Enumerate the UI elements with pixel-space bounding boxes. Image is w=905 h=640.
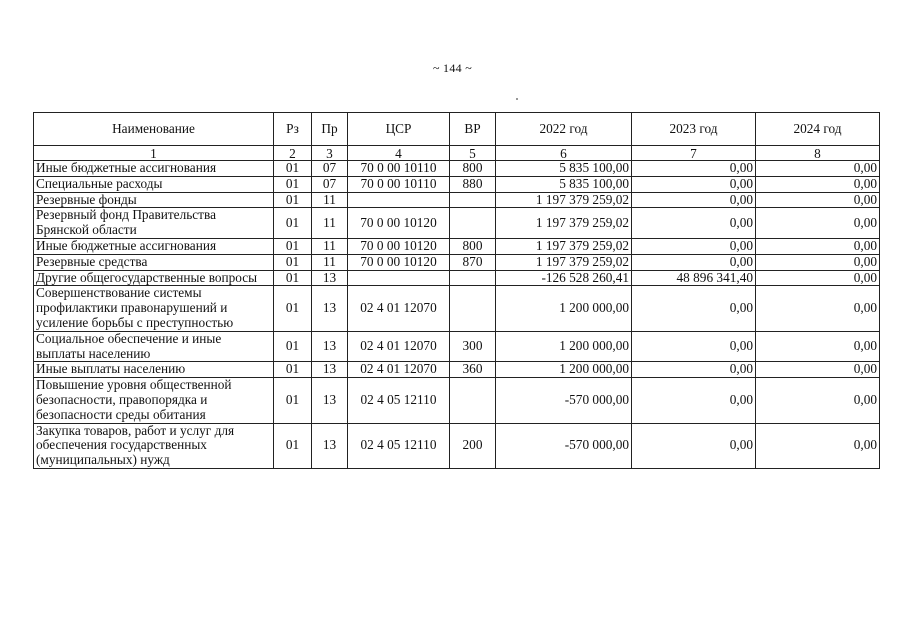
- scan-speck: [516, 98, 518, 100]
- cell-2023: 0,00: [632, 423, 756, 468]
- cell-vr: 870: [450, 254, 496, 270]
- cell-csr: [348, 192, 450, 208]
- cell-csr: 02 4 01 12070: [348, 286, 450, 331]
- cell-rz: 01: [274, 331, 312, 362]
- cell-2023: 0,00: [632, 362, 756, 378]
- cell-csr: [348, 270, 450, 286]
- cell-2024: 0,00: [756, 208, 880, 239]
- cell-pr: 07: [312, 176, 348, 192]
- cell-name: Иные бюджетные ассигнования: [34, 161, 274, 177]
- table-row: [34, 362, 880, 378]
- column-number: 1: [34, 146, 274, 161]
- cell-2024: 0,00: [756, 331, 880, 362]
- cell-name: Закупка товаров, работ и услуг для обеспечения государственных (муниципальных) нужд: [34, 423, 274, 468]
- cell-2023: 0,00: [632, 238, 756, 254]
- budget-table: [33, 112, 880, 469]
- cell-rz: 01: [274, 286, 312, 331]
- header-row: [34, 113, 880, 146]
- cell-pr: 11: [312, 254, 348, 270]
- table-row: [34, 286, 880, 331]
- cell-csr: 02 4 01 12070: [348, 331, 450, 362]
- cell-pr: 13: [312, 378, 348, 423]
- cell-vr: 300: [450, 331, 496, 362]
- header-2023: 2023 год: [632, 113, 756, 146]
- cell-2023: 0,00: [632, 176, 756, 192]
- cell-pr: 13: [312, 286, 348, 331]
- cell-2024: 0,00: [756, 192, 880, 208]
- cell-name: Иные выплаты населению: [34, 362, 274, 378]
- table-row: [34, 208, 880, 239]
- cell-rz: 01: [274, 192, 312, 208]
- cell-vr: 880: [450, 176, 496, 192]
- cell-vr: 800: [450, 161, 496, 177]
- cell-2022: 1 200 000,00: [496, 362, 632, 378]
- cell-vr: 360: [450, 362, 496, 378]
- cell-csr: 70 0 00 10110: [348, 161, 450, 177]
- table-body: [34, 161, 880, 469]
- cell-name: Другие общегосударственные вопросы: [34, 270, 274, 286]
- cell-pr: 13: [312, 331, 348, 362]
- cell-2022: -570 000,00: [496, 378, 632, 423]
- cell-name: Иные бюджетные ассигнования: [34, 238, 274, 254]
- cell-2023: 48 896 341,40: [632, 270, 756, 286]
- table-row: [34, 192, 880, 208]
- cell-rz: 01: [274, 423, 312, 468]
- cell-vr: [450, 286, 496, 331]
- cell-csr: 02 4 01 12070: [348, 362, 450, 378]
- cell-2024: 0,00: [756, 286, 880, 331]
- table-row: [34, 423, 880, 468]
- cell-2024: 0,00: [756, 161, 880, 177]
- cell-pr: 13: [312, 423, 348, 468]
- column-number: 6: [496, 146, 632, 161]
- cell-pr: 13: [312, 362, 348, 378]
- header-csr: ЦСР: [348, 113, 450, 146]
- table-row: [34, 270, 880, 286]
- cell-csr: 02 4 05 12110: [348, 423, 450, 468]
- cell-2023: 0,00: [632, 254, 756, 270]
- cell-name: Специальные расходы: [34, 176, 274, 192]
- cell-name: Резервные фонды: [34, 192, 274, 208]
- cell-2024: 0,00: [756, 423, 880, 468]
- cell-rz: 01: [274, 176, 312, 192]
- cell-2022: 5 835 100,00: [496, 176, 632, 192]
- header-rz: Рз: [274, 113, 312, 146]
- cell-csr: 02 4 05 12110: [348, 378, 450, 423]
- cell-vr: [450, 208, 496, 239]
- column-number: 3: [312, 146, 348, 161]
- column-number-row: [34, 146, 880, 161]
- cell-name: Социальное обеспечение и иные выплаты населению: [34, 331, 274, 362]
- cell-csr: 70 0 00 10120: [348, 254, 450, 270]
- cell-csr: 70 0 00 10120: [348, 238, 450, 254]
- cell-csr: 70 0 00 10120: [348, 208, 450, 239]
- column-number: 2: [274, 146, 312, 161]
- column-number: 5: [450, 146, 496, 161]
- cell-2023: 0,00: [632, 286, 756, 331]
- table-row: [34, 331, 880, 362]
- cell-vr: [450, 270, 496, 286]
- table-row: [34, 161, 880, 177]
- cell-pr: 11: [312, 238, 348, 254]
- cell-csr: 70 0 00 10110: [348, 176, 450, 192]
- cell-vr: 800: [450, 238, 496, 254]
- cell-rz: 01: [274, 254, 312, 270]
- table-row: [34, 176, 880, 192]
- cell-rz: 01: [274, 362, 312, 378]
- cell-2024: 0,00: [756, 254, 880, 270]
- cell-2024: 0,00: [756, 270, 880, 286]
- cell-rz: 01: [274, 270, 312, 286]
- page-number: ~ 144 ~: [432, 61, 473, 75]
- cell-pr: 13: [312, 270, 348, 286]
- column-number: 7: [632, 146, 756, 161]
- cell-2024: 0,00: [756, 238, 880, 254]
- cell-2022: 5 835 100,00: [496, 161, 632, 177]
- column-number: 4: [348, 146, 450, 161]
- cell-rz: 01: [274, 238, 312, 254]
- header-pr: Пр: [312, 113, 348, 146]
- cell-rz: 01: [274, 208, 312, 239]
- header-vr: ВР: [450, 113, 496, 146]
- cell-2022: 1 197 379 259,02: [496, 192, 632, 208]
- cell-2022: -126 528 260,41: [496, 270, 632, 286]
- cell-2022: 1 197 379 259,02: [496, 254, 632, 270]
- table-row: [34, 238, 880, 254]
- cell-2024: 0,00: [756, 362, 880, 378]
- header-2024: 2024 год: [756, 113, 880, 146]
- cell-name: Резервный фонд Правительства Брянской области: [34, 208, 274, 239]
- cell-2023: 0,00: [632, 192, 756, 208]
- table-row: [34, 378, 880, 423]
- cell-name: Резервные средства: [34, 254, 274, 270]
- cell-2022: -570 000,00: [496, 423, 632, 468]
- cell-2022: 1 200 000,00: [496, 331, 632, 362]
- cell-name: Совершенствование системы профилактики правонарушений и усиление борьбы с преступностью: [34, 286, 274, 331]
- cell-2024: 0,00: [756, 176, 880, 192]
- cell-2023: 0,00: [632, 208, 756, 239]
- column-number: 8: [756, 146, 880, 161]
- cell-name: Повышение уровня общественной безопасности, правопорядка и безопасности среды обитания: [34, 378, 274, 423]
- cell-rz: 01: [274, 161, 312, 177]
- cell-vr: [450, 378, 496, 423]
- cell-pr: 11: [312, 192, 348, 208]
- cell-pr: 11: [312, 208, 348, 239]
- cell-pr: 07: [312, 161, 348, 177]
- header-name: Наименование: [34, 113, 274, 146]
- table-row: [34, 254, 880, 270]
- cell-2022: 1 197 379 259,02: [496, 238, 632, 254]
- cell-2022: 1 200 000,00: [496, 286, 632, 331]
- cell-vr: [450, 192, 496, 208]
- cell-2023: 0,00: [632, 161, 756, 177]
- cell-2023: 0,00: [632, 331, 756, 362]
- cell-rz: 01: [274, 378, 312, 423]
- cell-2022: 1 197 379 259,02: [496, 208, 632, 239]
- cell-vr: 200: [450, 423, 496, 468]
- cell-2023: 0,00: [632, 378, 756, 423]
- cell-2024: 0,00: [756, 378, 880, 423]
- header-2022: 2022 год: [496, 113, 632, 146]
